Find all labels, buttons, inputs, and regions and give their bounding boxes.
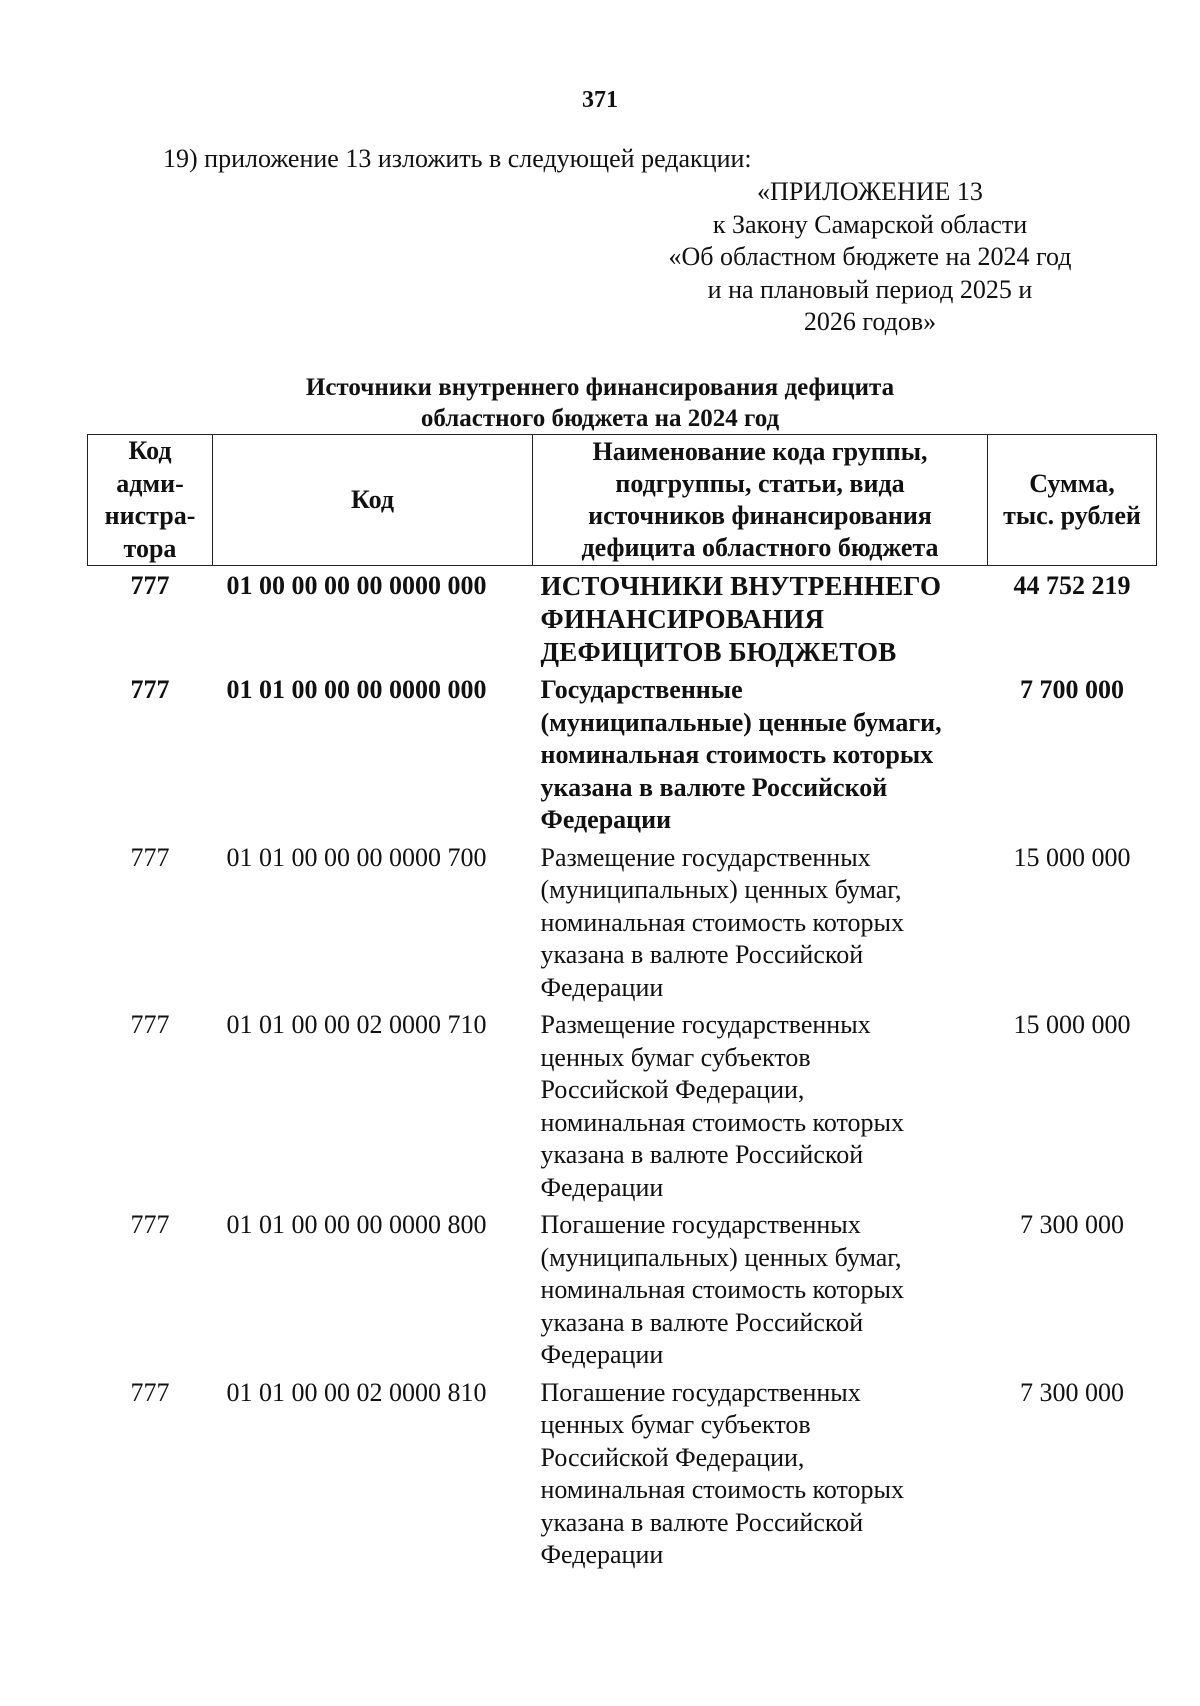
row-name-line: (муниципальные) ценные бумаги, bbox=[540, 707, 942, 737]
row-name-line: Федерации bbox=[540, 1172, 664, 1202]
table-row bbox=[88, 566, 1157, 670]
header-text: Сумма, bbox=[1029, 468, 1115, 498]
header-text: дефицита областного бюджета bbox=[581, 533, 939, 562]
row-amount: 7 300 000 bbox=[1020, 1377, 1124, 1407]
row-name-line: номинальная стоимость которых bbox=[540, 1107, 905, 1137]
row-name-line: ценных бумаг субъектов bbox=[540, 1410, 811, 1439]
table-title bbox=[0, 372, 1200, 434]
row-code: 01 01 00 00 00 0000 700 bbox=[226, 842, 487, 872]
row-admin-code: 777 bbox=[130, 675, 170, 704]
table-header-row bbox=[88, 435, 1157, 566]
appendix-header-line: и на плановый период 2025 и bbox=[707, 274, 1033, 304]
appendix-header-line: к Закону Самарской области bbox=[712, 209, 1028, 239]
row-name-line: ценных бумаг субъектов bbox=[540, 1042, 811, 1072]
row-code: 01 01 00 00 02 0000 710 bbox=[226, 1010, 487, 1039]
row-name-line: указана в валюте Российской bbox=[540, 1140, 864, 1169]
row-name bbox=[533, 1372, 988, 1572]
row-code: 01 00 00 00 00 0000 000 bbox=[226, 571, 487, 600]
row-name-line: Погашение государственных bbox=[540, 1377, 861, 1407]
row-name-line: Российской Федерации, bbox=[540, 1075, 805, 1104]
row-name-line: Погашение государственных bbox=[540, 1210, 861, 1239]
table-title-line: Источники внутреннего финансирования дефицита bbox=[305, 374, 895, 401]
header-code: Код bbox=[213, 435, 533, 566]
header-amount bbox=[988, 435, 1157, 566]
table-row bbox=[88, 669, 1157, 837]
header-text: источников финансирования bbox=[588, 501, 932, 530]
row-name-line: Российской Федерации, bbox=[540, 1442, 805, 1472]
row-name-line: Государственные bbox=[540, 675, 743, 704]
header-text: Наименование кода группы, bbox=[592, 437, 928, 466]
amendment-intro: 19) приложение 13 изложить в следующей редакции: bbox=[163, 144, 752, 173]
row-amount: 7 300 000 bbox=[1020, 1210, 1124, 1239]
row-name-line: номинальная стоимость которых bbox=[540, 740, 934, 769]
row-name-line: Федерации bbox=[540, 1540, 664, 1569]
row-name-line: номинальная стоимость которых bbox=[540, 907, 905, 937]
row-code: 01 01 00 00 02 0000 810 bbox=[226, 1377, 487, 1407]
table-row bbox=[88, 1004, 1157, 1204]
page-number: 371 bbox=[582, 87, 618, 113]
row-name bbox=[533, 1204, 988, 1372]
header-text: Код bbox=[128, 436, 172, 465]
row-name bbox=[533, 669, 988, 837]
row-amount: 15 000 000 bbox=[1013, 1010, 1131, 1039]
row-name-line: указана в валюте Российской bbox=[540, 1307, 864, 1337]
appendix-header-line: «ПРИЛОЖЕНИЕ 13 bbox=[757, 177, 983, 206]
row-code: 01 01 00 00 00 0000 000 bbox=[226, 675, 487, 704]
row-admin-code: 777 bbox=[130, 1010, 170, 1039]
row-code: 01 01 00 00 00 0000 800 bbox=[226, 1210, 487, 1239]
row-name-line: Размещение государственных bbox=[540, 1010, 871, 1039]
row-amount: 15 000 000 bbox=[1013, 842, 1131, 872]
row-name-line: Федерации bbox=[540, 1340, 664, 1369]
header-name bbox=[533, 435, 988, 566]
table-title-line: областного бюджета на 2024 год bbox=[420, 405, 780, 432]
row-admin-code: 777 bbox=[130, 1377, 170, 1407]
row-name-line: Федерации bbox=[540, 972, 664, 1002]
row-name-line: (муниципальных) ценных бумаг, bbox=[540, 1242, 902, 1272]
row-name-line: указана в валюте Российской bbox=[540, 772, 888, 802]
row-name bbox=[533, 837, 988, 1005]
header-text: тора bbox=[123, 533, 177, 563]
row-name-line: ФИНАНСИРОВАНИЯ bbox=[540, 604, 825, 634]
row-amount: 7 700 000 bbox=[1020, 675, 1124, 704]
financing-sources-table bbox=[87, 434, 1157, 1572]
table-row bbox=[88, 1204, 1157, 1372]
appendix-header bbox=[620, 176, 1120, 339]
row-name-line: ИСТОЧНИКИ ВНУТРЕННЕГО bbox=[540, 571, 942, 601]
row-admin-code: 777 bbox=[130, 1210, 170, 1239]
row-name-line: Размещение государственных bbox=[540, 842, 871, 872]
row-amount: 44 752 219 bbox=[1013, 571, 1131, 600]
row-name-line: указана в валюте Российской bbox=[540, 1507, 864, 1537]
row-name-line: указана в валюте Российской bbox=[540, 940, 864, 969]
header-text: подгруппы, статьи, вида bbox=[615, 469, 905, 498]
row-name bbox=[533, 1004, 988, 1204]
appendix-header-line: 2026 годов» bbox=[803, 307, 937, 336]
header-text: тыс. рублей bbox=[1003, 501, 1141, 530]
header-text: нистра- bbox=[104, 501, 196, 530]
row-name-line: ДЕФИЦИТОВ БЮДЖЕТОВ bbox=[540, 637, 897, 667]
row-admin-code: 777 bbox=[130, 571, 170, 600]
row-name bbox=[533, 566, 988, 670]
table-row bbox=[88, 1372, 1157, 1572]
row-name-line: номинальная стоимость которых bbox=[540, 1275, 905, 1304]
row-name-line: номинальная стоимость которых bbox=[540, 1475, 905, 1504]
row-admin-code: 777 bbox=[130, 842, 170, 872]
header-text: адми- bbox=[116, 468, 184, 498]
header-admin-code bbox=[88, 435, 213, 566]
table-row bbox=[88, 837, 1157, 1005]
appendix-header-line: «Об областном бюджете на 2024 год bbox=[668, 242, 1072, 271]
row-name-line: Федерации bbox=[540, 805, 672, 834]
row-name-line: (муниципальных) ценных бумаг, bbox=[540, 875, 902, 904]
